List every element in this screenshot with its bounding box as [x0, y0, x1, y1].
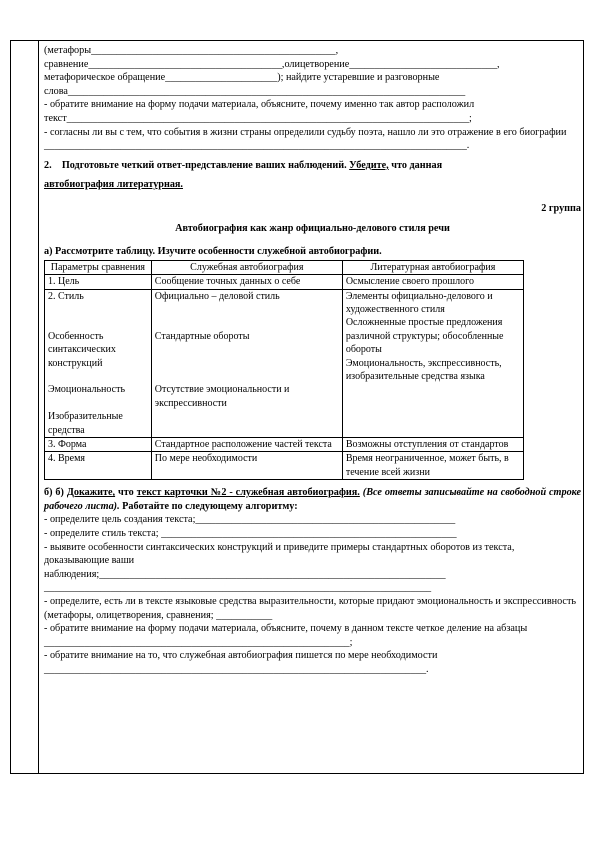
- table-cell: Стандартное расположение частей текста: [151, 437, 342, 451]
- table-header-row: [45, 260, 524, 274]
- table-cell: 2. Стиль Особенность синтаксических конструкций Эмоциональность Изобразительные средства: [45, 289, 152, 437]
- table-cell: Официально – деловой стиль Стандартные обороты Отсутствие эмоциональности и экспрессивности: [151, 289, 342, 437]
- task-2: 2. Подготовьте четкий ответ-представление ваших наблюдений. Убедите, что данная: [44, 159, 443, 171]
- table-row: [45, 452, 524, 480]
- question-syntax: - выявите особенности синтаксических конструкций и приведите примеры стандартных оборотов из текста, доказывающие ваши: [44, 541, 515, 567]
- line-agree-question: - согласны ли вы с тем, что события в жизни страны определили судьбу поэта, нашло ли это отражение в его биографии: [44, 126, 567, 138]
- group-heading: Автобиография как жанр официально-делового стиля речи: [175, 222, 450, 234]
- line-address: метафорическое обращение______________________); найдите устаревшие и разговорные: [44, 72, 440, 84]
- table-header: Служебная автобиография: [151, 260, 342, 274]
- question-goal: - определите цель создания текста;___________________________________________________: [44, 514, 456, 526]
- table-row: [45, 289, 524, 437]
- table-row: [45, 275, 524, 289]
- line-form-question: - обратите внимание на форму подачи материала, объясните, почему именно так автор расположил: [44, 99, 475, 111]
- question-style: - определите стиль текста; __________________________________________________________: [44, 527, 457, 539]
- table-header: Параметры сравнения: [45, 260, 152, 274]
- task-b: б) б) Докажите, что текст карточки №2 - служебная автобиография. (Все ответы записывайте на свободной строке рабочего листа). Работайте по следующему алгоритму:: [44, 487, 582, 512]
- table-cell: Сообщение точных данных о себе: [151, 275, 342, 289]
- question-syntax-line: наблюдения;____________________________________________________________________: [44, 568, 446, 580]
- table-cell: Элементы официально-делового и художественного стиля Осложненные простые предложения различной структуры; обособленные обороты Эмоциональность, экспрессивность, изобразительные средства языка: [342, 289, 523, 437]
- line-blank: ___________________________________________________________________________________.: [44, 140, 470, 152]
- left-column-divider: [38, 41, 39, 773]
- question-syntax-line2: ____________________________________________________________________________: [44, 582, 432, 594]
- worksheet-content: [44, 44, 581, 676]
- task-a: а) Рассмотрите таблицу. Изучите особенности служебной автобиографии.: [44, 246, 382, 258]
- line-comparison: сравнение______________________________________,олицетворение_____________________________,: [44, 58, 500, 70]
- table-cell: По мере необходимости: [151, 452, 342, 480]
- question-expressive: - определите, есть ли в тексте языковые средства выразительности, которые придают эмоциональность и экспрессивность (метафоры, олицетворения, сравнения; ___________: [44, 595, 577, 621]
- task-2-end: автобиография литературная.: [44, 179, 183, 191]
- table-cell: Осмысление своего прошлого: [342, 275, 523, 289]
- table-cell: Возможны отступления от стандартов: [342, 437, 523, 451]
- table-cell: Время неограниченное, может быть, в течение всей жизни: [342, 452, 523, 480]
- table-header: Литературная автобиография: [342, 260, 523, 274]
- line-text: текст_______________________________________________________________________________;: [44, 112, 472, 124]
- question-need: - обратите внимание на то, что служебная автобиография пишется по мере необходимости: [44, 650, 438, 662]
- table-row: [45, 437, 524, 451]
- group-label: 2 группа: [541, 202, 581, 214]
- table-cell: 3. Форма: [45, 437, 152, 451]
- question-form: - обратите внимание на форму подачи материала, объясните, почему в данном тексте четкое деление на абзацы ____________________________________________________________;: [44, 623, 528, 648]
- table-cell: 4. Время: [45, 452, 152, 480]
- line-words: слова______________________________________________________________________________: [44, 85, 466, 97]
- comparison-table: [44, 260, 524, 480]
- table-cell: 1. Цель: [45, 275, 152, 289]
- line-metaphors: (метафоры________________________________________________,: [44, 45, 339, 56]
- question-need-line: ___________________________________________________________________________.: [44, 663, 429, 675]
